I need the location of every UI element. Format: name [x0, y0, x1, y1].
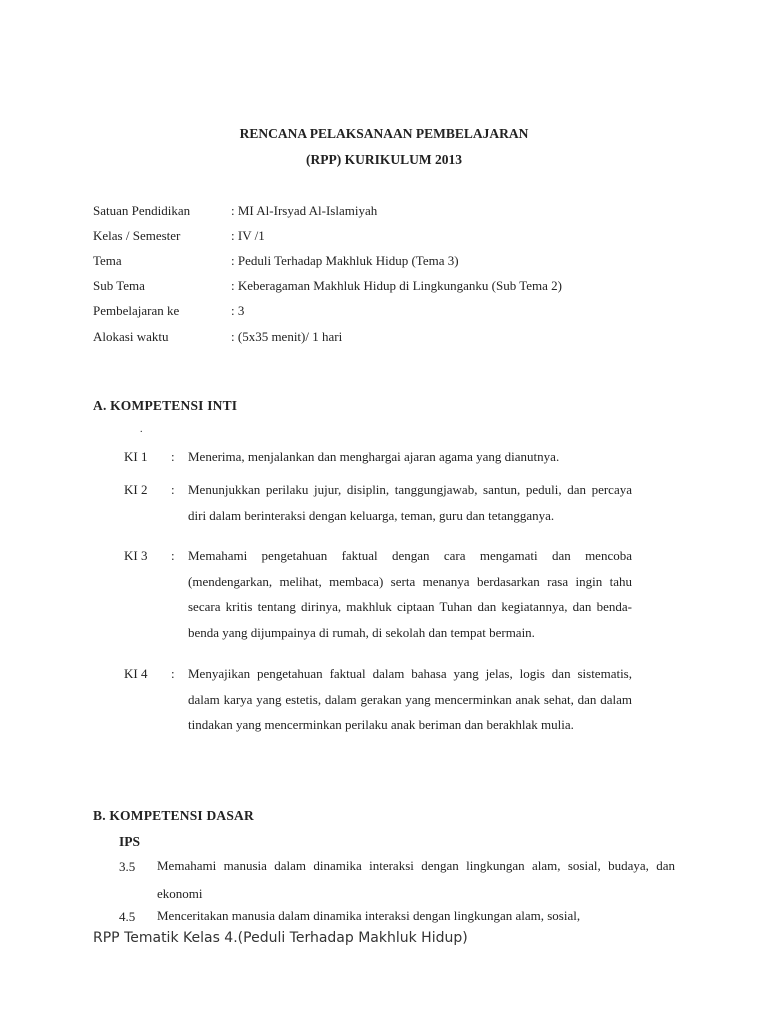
identity-value-tema: : Peduli Terhadap Makhluk Hidup (Tema 3) [231, 253, 459, 268]
ki-1-text: Menerima, menjalankan dan menghargai ajaran agama yang dianutnya. [188, 449, 560, 464]
page-footer: RPP Tematik Kelas 4.(Peduli Terhadap Makhluk Hidup) [93, 930, 468, 946]
identity-value-satuan-pendidikan: : MI Al-Irsyad Al-Islamiyah [231, 203, 378, 218]
identity-label-alokasi-waktu: Alokasi waktu [93, 329, 169, 344]
identity-value-pembelajaran-ke: : 3 [231, 303, 245, 318]
document-subtitle: (RPP) KURIKULUM 2013 [306, 152, 462, 167]
ki-2-label: KI 2 [124, 482, 148, 497]
kd-3-5-number: 3.5 [119, 859, 136, 874]
stray-mark: . [140, 424, 143, 435]
identity-label-satuan-pendidikan: Satuan Pendidikan [93, 203, 191, 218]
kd-4-5-number: 4.5 [119, 909, 136, 924]
ki-2-colon: : [171, 482, 175, 497]
identity-label-pembelajaran-ke: Pembelajaran ke [93, 303, 180, 318]
document-title: RENCANA PELAKSANAAN PEMBELAJARAN [239, 126, 529, 141]
identity-value-kelas-semester: : IV /1 [231, 228, 265, 243]
subject-ips: IPS [119, 834, 141, 849]
kd-4-5-text: Menceritakan manusia dalam dinamika interaksi dengan lingkungan alam, sosial, [157, 908, 581, 923]
ki-4-colon: : [171, 666, 175, 681]
ki-3-label: KI 3 [124, 548, 148, 563]
identity-label-sub-tema: Sub Tema [93, 278, 145, 293]
ki-3-text: Memahami pengetahuan faktual dengan cara mengamati dan mencoba (mendengarkan, melihat, membaca) serta menanya berdasarkan rasa ingin tahu secara kritis tentang dirinya, makhluk ciptaan Tuhan dan kegiatannya, dan benda-benda yang dijumpainya di rumah, di sekolah dan tempat bermain. [188, 548, 632, 640]
ki-1-label: KI 1 [124, 449, 148, 464]
ki-4-text: Menyajikan pengetahuan faktual dalam bahasa yang jelas, logis dan sistematis, dalam karya yang estetis, dalam gerakan yang mencerminkan anak sehat, dan dalam tindakan yang mencerminkan perilaku anak beriman dan berakhlak mulia. [188, 666, 632, 732]
identity-value-alokasi-waktu: : (5x35 menit)/ 1 hari [231, 329, 343, 344]
ki-4-label: KI 4 [124, 666, 148, 681]
identity-label-tema: Tema [93, 253, 122, 268]
identity-value-sub-tema: : Keberagaman Makhluk Hidup di Lingkunganku (Sub Tema 2) [231, 278, 563, 293]
identity-label-kelas-semester: Kelas / Semester [93, 228, 181, 243]
section-a-heading: A. KOMPETENSI INTI [93, 398, 238, 413]
ki-3-colon: : [171, 548, 175, 563]
ki-2-text: Menunjukkan perilaku jujur, disiplin, tanggungjawab, santun, peduli, dan percaya diri dalam berinteraksi dengan keluarga, teman, guru dan tetangganya. [188, 482, 632, 523]
kd-3-5-text: Memahami manusia dalam dinamika interaksi dengan lingkungan alam, sosial, budaya, dan ekonomi [157, 858, 675, 901]
section-b-heading: B. KOMPETENSI DASAR [93, 808, 254, 823]
ki-1-colon: : [171, 449, 175, 464]
